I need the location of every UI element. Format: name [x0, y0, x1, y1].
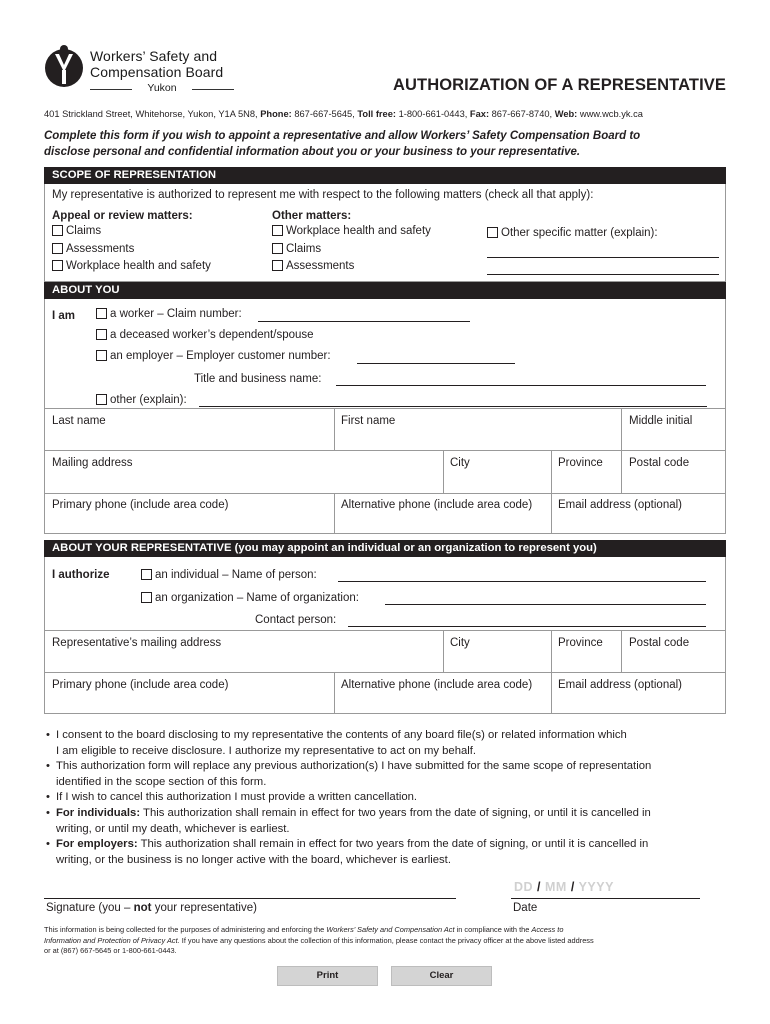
appeal-claims-option[interactable]: Claims	[52, 225, 101, 237]
dependent-option[interactable]: a deceased worker’s dependent/spouse	[96, 329, 314, 341]
appeal-heading: Appeal or review matters:	[52, 210, 193, 222]
employer-number-field[interactable]	[357, 363, 515, 364]
appeal-whs-checkbox[interactable]	[52, 260, 63, 271]
divider	[621, 450, 622, 493]
wcb-logo	[44, 42, 244, 98]
date-label: Date	[513, 902, 538, 914]
contact-person-field[interactable]	[348, 626, 706, 627]
city-field[interactable]: City	[450, 457, 470, 469]
rep-city-field[interactable]: City	[450, 637, 470, 649]
divider	[334, 408, 335, 450]
divider	[551, 450, 552, 493]
contact-line: 401 Strickland Street, Whitehorse, Yukon, Y1A 5N8, Phone: 867-667-5645, Toll free: 1-800-661-0443, Fax: 867-667-8740, Web: www.wcb.yk.ca	[44, 109, 643, 119]
rep-person-name-field[interactable]	[338, 581, 706, 582]
wcb-logo-icon	[44, 44, 84, 88]
other-specific-option[interactable]: Other specific matter (explain):	[487, 227, 658, 239]
last-name-field[interactable]: Last name	[52, 415, 106, 427]
primary-phone-field[interactable]: Primary phone (include area code)	[52, 499, 229, 511]
province-field[interactable]: Province	[558, 457, 603, 469]
employer-checkbox[interactable]	[96, 350, 107, 361]
consent-list	[46, 728, 726, 868]
rep-email-field[interactable]: Email address (optional)	[558, 679, 683, 691]
clear-button[interactable]: Clear	[391, 966, 492, 986]
other-whs-checkbox[interactable]	[272, 225, 283, 236]
middle-initial-field[interactable]: Middle initial	[629, 415, 693, 427]
scope-instruction: My representative is authorized to represent me with respect to the following matters (check all that apply):	[52, 189, 594, 201]
about-rep-section-header: ABOUT YOUR REPRESENTATIVE (you may appoint an individual or an organization to represent you)	[44, 540, 726, 557]
logo-org-name: Workers’ Safety and Compensation Board	[90, 48, 224, 80]
rep-primary-phone-field[interactable]: Primary phone (include area code)	[52, 679, 229, 691]
rep-province-field[interactable]: Province	[558, 637, 603, 649]
other-option[interactable]: other (explain):	[96, 394, 187, 406]
date-field[interactable]	[511, 898, 700, 899]
dependent-checkbox[interactable]	[96, 329, 107, 340]
divider	[44, 408, 726, 409]
signature-field[interactable]	[44, 898, 456, 899]
appeal-whs-option[interactable]: Workplace health and safety	[52, 260, 211, 272]
other-whs-option[interactable]: Workplace health and safety	[272, 225, 431, 237]
divider	[443, 450, 444, 493]
other-claims-checkbox[interactable]	[272, 243, 283, 254]
postal-code-field[interactable]: Postal code	[629, 457, 690, 469]
divider	[551, 672, 552, 714]
about-you-section-header: ABOUT YOU	[44, 282, 726, 299]
divider	[334, 672, 335, 714]
other-assessments-option[interactable]: Assessments	[272, 260, 354, 272]
i-am-label: I am	[52, 310, 76, 322]
consent-item: • For individuals: This authorization shall remain in effect for two years from the date of signing, or until it is cancelled in writing, or until my death, whichever is earliest.	[46, 806, 726, 837]
alt-phone-field[interactable]: Alternative phone (include area code)	[341, 499, 533, 511]
employer-option[interactable]: an employer – Employer customer number:	[96, 350, 331, 362]
intro-text: Complete this form if you wish to appoint a representative and allow Workers’ Safety Compensation Board to disclose personal and confidential information about you or your business to your representative.	[44, 130, 641, 158]
appeal-assessments-option[interactable]: Assessments	[52, 243, 134, 255]
other-checkbox[interactable]	[96, 394, 107, 405]
divider	[44, 493, 726, 494]
rep-mailing-address-field[interactable]: Representative’s mailing address	[52, 637, 222, 649]
divider	[44, 630, 726, 631]
appeal-assessments-checkbox[interactable]	[52, 243, 63, 254]
rep-organization-name-field[interactable]	[385, 604, 706, 605]
rep-organization-checkbox[interactable]	[141, 592, 152, 603]
logo-region: Yukon	[90, 82, 234, 94]
appeal-claims-checkbox[interactable]	[52, 225, 63, 236]
mailing-address-field[interactable]: Mailing address	[52, 457, 133, 469]
title-business-field[interactable]	[336, 385, 706, 386]
other-matters-heading: Other matters:	[272, 210, 352, 222]
divider	[551, 630, 552, 672]
other-claims-option[interactable]: Claims	[272, 243, 321, 255]
worker-option[interactable]: a worker – Claim number:	[96, 308, 242, 320]
consent-item: • For employers: This authorization shall remain in effect for two years from the date of signing, or until it is cancelled in writing, or the business is no longer active with the board, whichever is earliest.	[46, 837, 726, 868]
divider	[621, 630, 622, 672]
consent-item: • I consent to the board disclosing to my representative the contents of any board file(s) or related information which I am eligible to receive disclosure. I authorize my representative to act on my behalf.	[46, 728, 726, 759]
worker-checkbox[interactable]	[96, 308, 107, 319]
divider	[443, 630, 444, 672]
claim-number-field[interactable]	[258, 321, 470, 322]
i-authorize-label: I authorize	[52, 569, 110, 581]
consent-item: • This authorization form will replace any previous authorization(s) I have submitted for the same scope of representation identified in the scope section of this form.	[46, 759, 726, 790]
scope-section-header: SCOPE OF REPRESENTATION	[44, 167, 726, 184]
divider	[334, 493, 335, 534]
other-explain-field[interactable]	[199, 406, 707, 407]
rep-organization-option[interactable]: an organization – Name of organization:	[141, 592, 359, 604]
title-business-label: Title and business name:	[194, 373, 322, 385]
divider	[551, 493, 552, 534]
date-format-hint: DD / MM / YYYY	[514, 880, 614, 894]
privacy-notice: This information is being collected for the purposes of administering and enforcing the Workers’ Safety and Compensation Act in compliance with the Access to Information and Protection of Privacy Act. If you have any questions about the collection of this information, please contact the privacy officer at the above listed address or at (867) 667-5645 or 1-800-661-0443.	[44, 925, 594, 955]
divider	[44, 450, 726, 451]
divider	[44, 672, 726, 673]
other-specific-line-1[interactable]	[487, 257, 719, 258]
other-assessments-checkbox[interactable]	[272, 260, 283, 271]
first-name-field[interactable]: First name	[341, 415, 396, 427]
rep-individual-option[interactable]: an individual – Name of person:	[141, 569, 317, 581]
contact-person-label: Contact person:	[255, 614, 337, 626]
other-specific-line-2[interactable]	[487, 274, 719, 275]
email-field[interactable]: Email address (optional)	[558, 499, 683, 511]
rep-individual-checkbox[interactable]	[141, 569, 152, 580]
signature-label: Signature (you – not your representative)	[46, 902, 257, 914]
consent-item: • If I wish to cancel this authorization I must provide a written cancellation.	[46, 790, 726, 806]
divider	[621, 408, 622, 450]
rep-postal-code-field[interactable]: Postal code	[629, 637, 690, 649]
form-title: AUTHORIZATION OF A REPRESENTATIVE	[393, 76, 726, 94]
rep-alt-phone-field[interactable]: Alternative phone (include area code)	[341, 679, 533, 691]
print-button[interactable]: Print	[277, 966, 378, 986]
other-specific-checkbox[interactable]	[487, 227, 498, 238]
